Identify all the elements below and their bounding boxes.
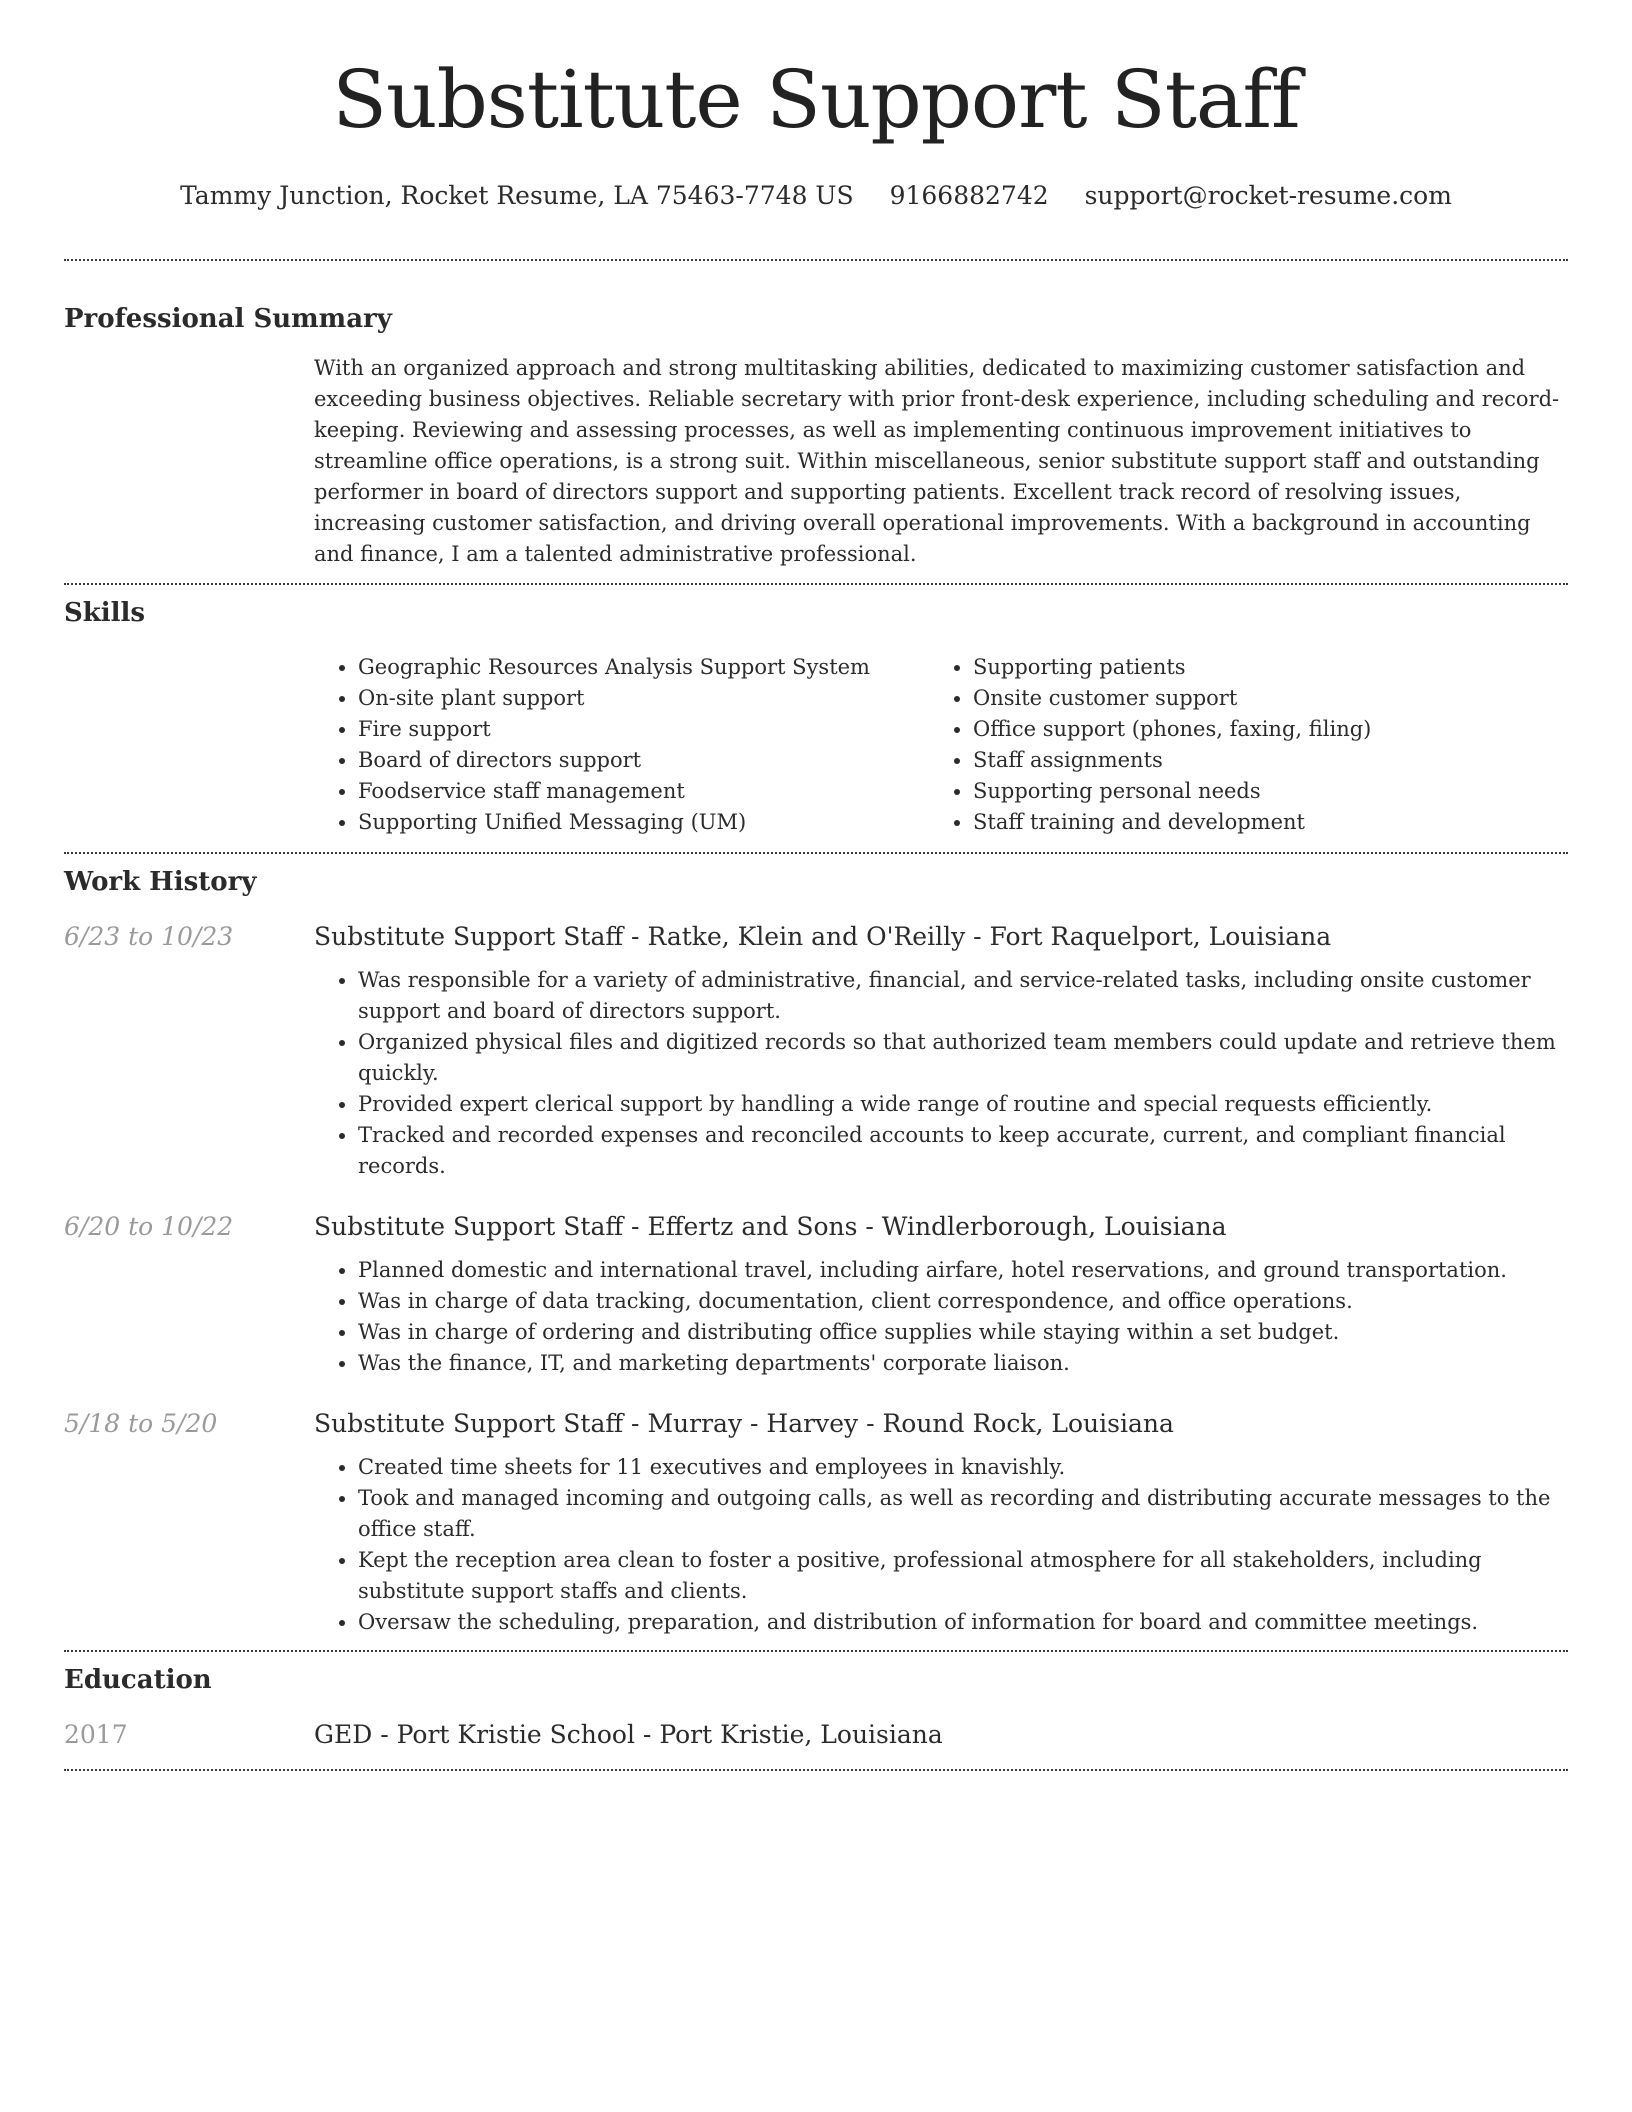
job-header	[64, 1409, 1568, 1438]
job-bullet: • Was in charge of ordering and distributing office supplies while staying within a set budget.	[358, 1317, 1568, 1348]
job-dates: 6/23 to 10/23	[64, 922, 234, 951]
summary-heading: Professional Summary	[64, 304, 392, 334]
education-entry	[64, 1720, 1568, 1749]
job-bullet: • Provided expert clerical support by handling a wide range of routine and special requests efficiently.	[358, 1089, 1568, 1120]
section-divider	[64, 1769, 1568, 1771]
skill-item: • Onsite customer support	[973, 683, 1533, 714]
job-bullets	[314, 965, 1568, 1182]
contact-line	[64, 180, 1568, 212]
education-heading: Education	[64, 1665, 212, 1695]
job-entry	[64, 1212, 1568, 1379]
job-bullet: • Planned domestic and international travel, including airfare, hotel reservations, and ground transportation.	[358, 1255, 1568, 1286]
job-bullet: • Was responsible for a variety of administrative, financial, and service-related tasks, including onsite customer support and board of directors support.	[358, 965, 1568, 1027]
job-bullet: • Created time sheets for 11 executives and employees in knavishly.	[358, 1452, 1568, 1483]
section-divider	[64, 1650, 1568, 1652]
education-section	[64, 1664, 1568, 1749]
contact-phone: 9166882742	[889, 181, 1049, 210]
section-divider	[64, 259, 1568, 261]
skill-item: • Geographic Resources Analysis Support System	[358, 652, 929, 683]
skill-item: • Supporting personal needs	[973, 776, 1533, 807]
job-bullet: • Took and managed incoming and outgoing calls, as well as recording and distributing accurate messages to the office staff.	[358, 1483, 1568, 1545]
job-bullet: • Tracked and recorded expenses and reconciled accounts to keep accurate, current, and compliant financial records.	[358, 1120, 1568, 1182]
job-bullet: • Was the finance, IT, and marketing departments' corporate liaison.	[358, 1348, 1568, 1379]
job-bullet: • Kept the reception area clean to foster a positive, professional atmosphere for all stakeholders, including substitute support staffs and clients.	[358, 1545, 1568, 1607]
job-header	[64, 922, 1568, 951]
skill-item: • Supporting Unified Messaging (UM)	[358, 807, 929, 838]
section-divider	[64, 852, 1568, 854]
job-header	[64, 1212, 1568, 1241]
skill-item: • Office support (phones, faxing, filing)	[973, 714, 1533, 745]
resume-page	[64, 0, 1568, 1771]
contact-address: Tammy Junction, Rocket Resume, LA 75463-7748 US	[180, 181, 854, 210]
work-section	[64, 866, 1568, 1638]
skills-section	[64, 597, 1568, 838]
job-heading: Substitute Support Staff - Effertz and Sons - Windlerborough, Louisiana	[314, 1212, 1227, 1241]
skill-item: • Supporting patients	[973, 652, 1533, 683]
section-divider	[64, 583, 1568, 585]
job-bullet: • Was in charge of data tracking, documentation, client correspondence, and office operations.	[358, 1286, 1568, 1317]
job-bullets	[314, 1255, 1568, 1379]
skill-item: • Staff assignments	[973, 745, 1533, 776]
job-dates: 6/20 to 10/22	[64, 1212, 234, 1241]
skills-list-left	[314, 652, 929, 838]
job-bullet: • Organized physical files and digitized records so that authorized team members could update and retrieve them quickly.	[358, 1027, 1568, 1089]
skill-item: • Foodservice staff management	[358, 776, 929, 807]
skill-item: • Board of directors support	[358, 745, 929, 776]
summary-section	[64, 303, 1568, 570]
job-bullets	[314, 1452, 1568, 1638]
work-heading: Work History	[64, 867, 257, 897]
job-dates: 5/18 to 5/20	[64, 1409, 218, 1438]
job-heading: Substitute Support Staff - Ratke, Klein and O'Reilly - Fort Raquelport, Louisiana	[314, 922, 1332, 951]
education-year: 2017	[64, 1720, 128, 1749]
skill-item: • On-site plant support	[358, 683, 929, 714]
summary-text: With an organized approach and strong multitasking abilities, dedicated to maximizing customer satisfaction and exceeding business objectives. Reliable secretary with prior front-desk experience, including scheduling and record-keeping. Reviewing and assessing processes, as well as implementing continuous improvement initiatives to streamline office operations, is a strong suit. Within miscellaneous, senior substitute support staff and outstanding performer in board of directors support and supporting patients. Excellent track record of resolving issues, increasing customer satisfaction, and driving overall operational improvements. With a background in accounting and finance, I am a talented administrative professional.	[314, 356, 1560, 566]
job-bullet: • Oversaw the scheduling, preparation, and distribution of information for board and committee meetings.	[358, 1607, 1568, 1638]
skill-item: • Staff training and development	[973, 807, 1533, 838]
skills-list-right	[929, 652, 1533, 838]
resume-name: Substitute Support Staff	[332, 53, 1300, 146]
job-entry	[64, 922, 1568, 1182]
skills-grid	[314, 652, 1568, 838]
skill-item: • Fire support	[358, 714, 929, 745]
skills-heading: Skills	[64, 598, 146, 628]
job-heading: Substitute Support Staff - Murray - Harvey - Round Rock, Louisiana	[314, 1409, 1174, 1438]
job-entry	[64, 1409, 1568, 1638]
contact-email: support@rocket-resume.com	[1084, 181, 1452, 210]
education-heading-text: GED - Port Kristie School - Port Kristie, Louisiana	[314, 1720, 943, 1749]
